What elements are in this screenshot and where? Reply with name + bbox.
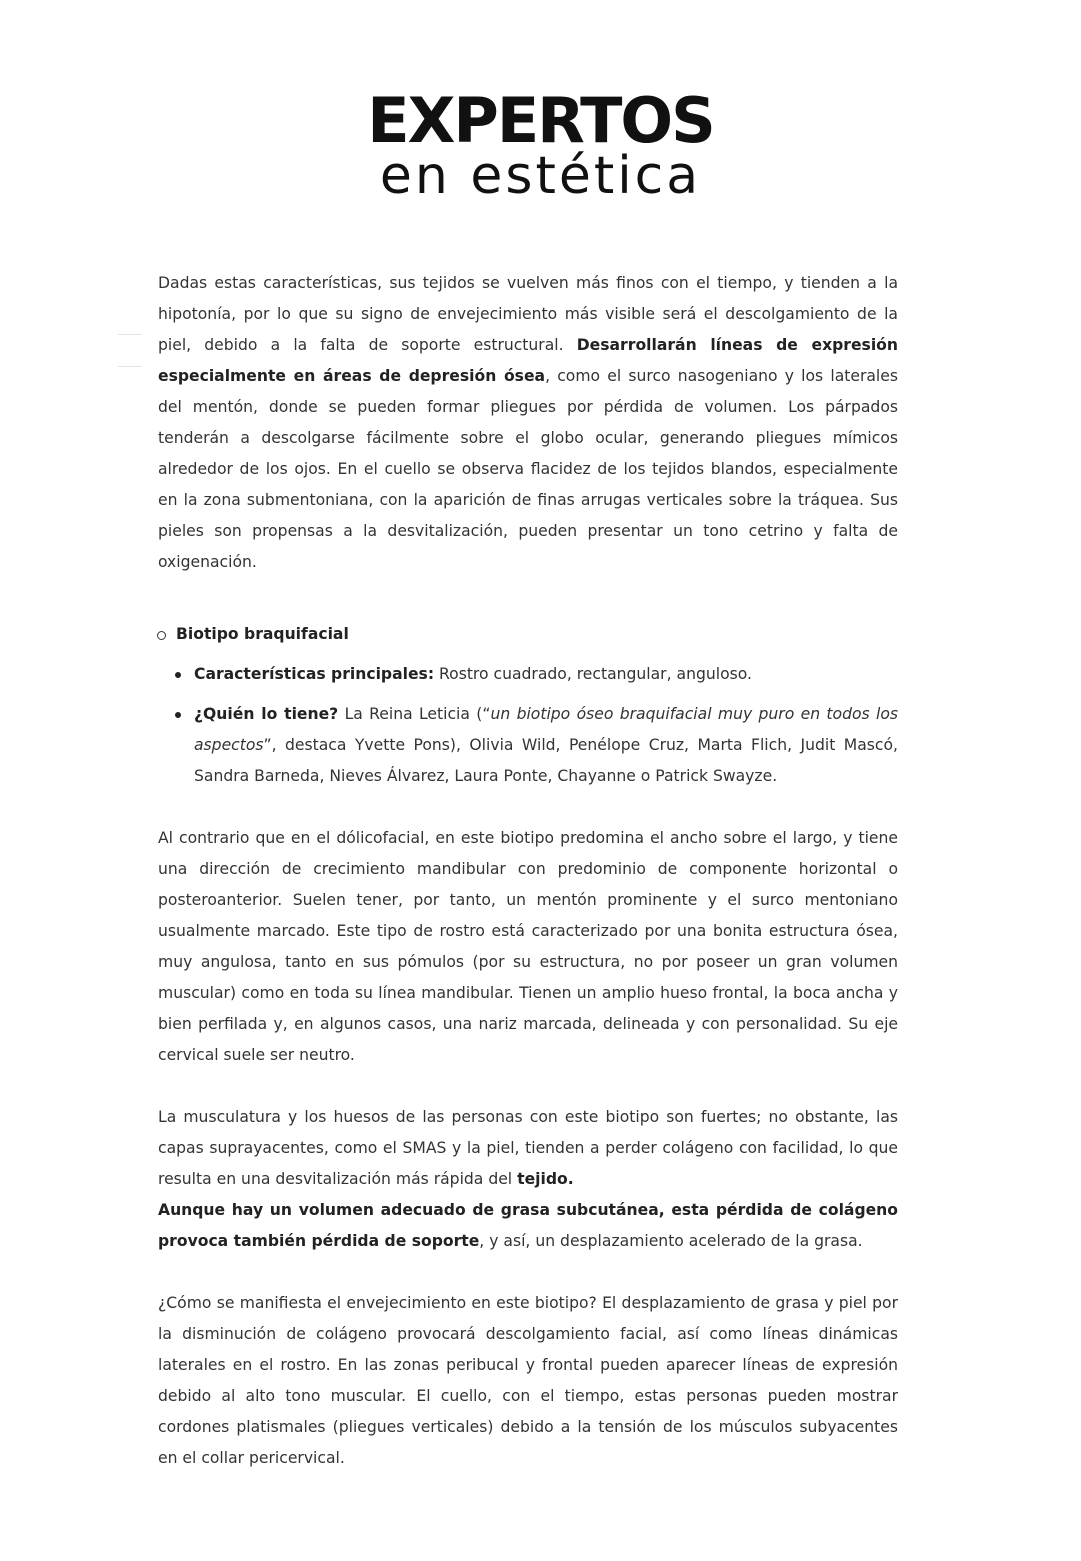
list-item: ¿Quién lo tiene? La Reina Leticia (“un biotipo óseo braquifacial muy puro en todos los aspectos”, destaca Yvette Pons), Olivia Wild, Penélope Cruz, Marta Flich, Judit Mascó, Sandra Barneda, Nieves Álvarez, Laura Ponte, Chayanne o Patrick Swayze. — [158, 699, 898, 792]
article-body — [158, 268, 898, 1474]
paragraph-5: ¿Cómo se manifiesta el envejecimiento en este biotipo? El desplazamiento de grasa y piel por la disminución de colágeno provocará descolgamiento facial, así como líneas dinámicas laterales en el rostro. En las zonas peribucal y frontal pueden aparecer líneas de expresión debido al alto tono muscular. El cuello, con el tiempo, estas personas pueden mostrar cordones platismales (pliegues verticales) debido a la tensión de los músculos subyacentes en el collar pericervical. — [158, 1294, 898, 1467]
paragraph-4: Aunque hay un volumen adecuado de grasa subcutánea, esta pérdida de colágeno provoca también pérdida de soporte, y así, un desplazamiento acelerado de la grasa. — [158, 1201, 898, 1250]
paragraph-3: La musculatura y los huesos de las personas con este biotipo son fuertes; no obstante, las capas suprayacentes, como el SMAS y la piel, tienden a perder colágeno con facilidad, lo que resulta en una desvitalización más rápida del tejido. — [158, 1108, 898, 1188]
list-item: Características principales: Rostro cuadrado, rectangular, anguloso. — [158, 659, 898, 690]
paragraph-1: Dadas estas características, sus tejidos se vuelven más finos con el tiempo, y tienden a la hipotonía, por lo que su signo de envejecimiento más visible será el descolgamiento de la piel, debido a la falta de soporte estructural. Desarrollarán líneas de expresión especialmente en áreas de depresión ósea, como el surco nasogeniano y los laterales del mentón, donde se pueden formar pliegues por pérdida de volumen. Los párpados tenderán a descolgarse fácilmente sobre el globo ocular, generando pliegues mímicos alrededor de los ojos. En el cuello se observa flacidez de los tejidos blandos, especialmente en la zona submentoniana, con la aparición de finas arrugas verticales sobre la tráquea. Sus pieles son propensas a la desvitalización, pueden presentar un tono cetrino y falta de oxigenación. — [158, 274, 898, 571]
logo-line-2: en estética — [379, 146, 702, 206]
paragraph-2: Al contrario que en el dólicofacial, en este biotipo predomina el ancho sobre el largo, y tiene una dirección de crecimiento mandibular con predominio de componente horizontal o posteroanterior. Suelen tener, por tanto, un mentón prominente y el surco mentoniano usualmente marcado. Este tipo de rostro está caracterizado por una bonita estructura ósea, muy angulosa, tanto en sus pómulos (por su estructura, no por poseer un gran volumen muscular) como en toda su línea mandibular. Tienen un amplio hueso frontal, la boca ancha y bien perfilada y, en algunos casos, una nariz marcada, delineada y con personalidad. Su eje cervical suele ser neutro. — [158, 829, 898, 1064]
logo-line-1: EXPERTOS — [367, 84, 714, 157]
section-heading: Biotipo braquifacial — [158, 619, 898, 650]
brand-logo — [0, 84, 1081, 206]
bullet-list — [158, 659, 898, 792]
margin-mark — [118, 334, 142, 335]
margin-mark — [118, 366, 142, 367]
